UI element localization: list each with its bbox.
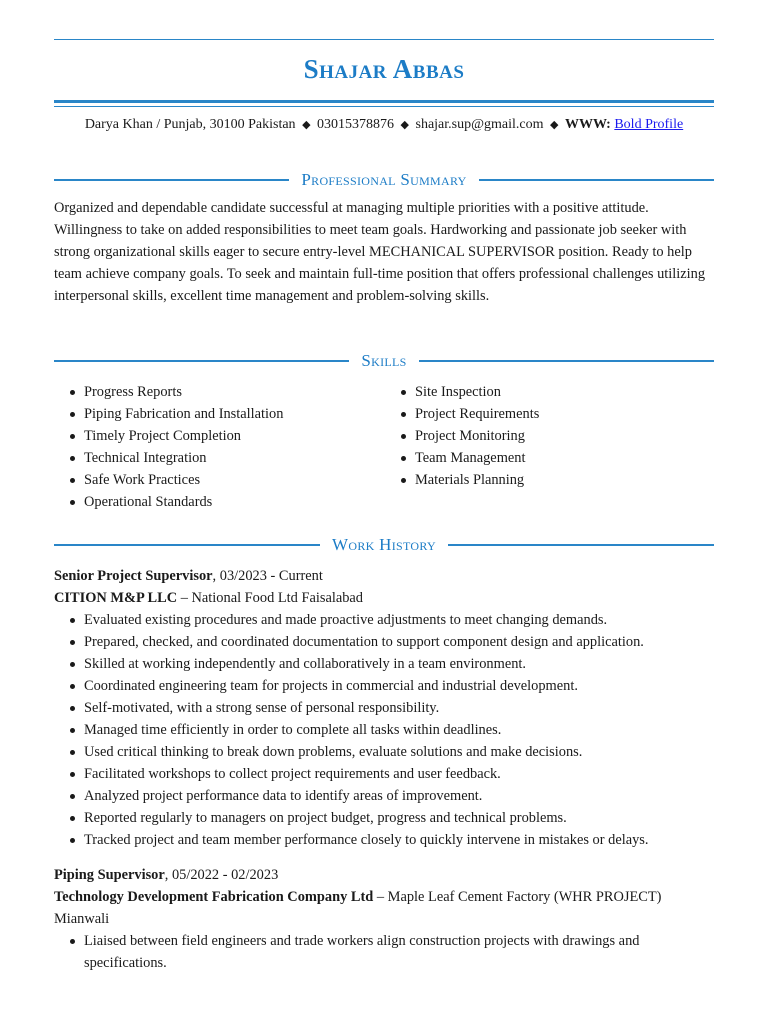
skill-item: Operational Standards <box>54 491 283 513</box>
job-title: Senior Project Supervisor <box>54 568 213 584</box>
contact-line <box>54 117 714 133</box>
heading-rule-right <box>479 179 714 181</box>
work-history-heading <box>54 535 714 555</box>
skills-column-2 <box>385 381 539 491</box>
job-bullets <box>54 609 714 851</box>
job-dates: , 03/2023 - Current <box>212 568 323 584</box>
job-company-line <box>54 587 714 609</box>
job-bullet: Managed time efficiently in order to complete all tasks within deadlines. <box>54 719 714 741</box>
work-history-heading-title: Work History <box>332 535 436 554</box>
heading-rule-left <box>54 360 349 362</box>
summary-text: Organized and dependable candidate successful at managing multiple priorities with a positive attitude. Willingness to take on added responsibilities to meet team goals. Hardworking and passionate job seeker with strong organizational skills eager to secure entry-level MECHANICAL SUPERVISOR position. Ready to help team achieve company goals. To seek and maintain full-time position that offers professional challenges utilizing interpersonal skills, excellent time management and problem-solving skills. <box>54 200 706 304</box>
diamond-separator-icon: ◆ <box>549 119 559 131</box>
job-bullet: Skilled at working independently and collaboratively in a team environment. <box>54 653 714 675</box>
job-title: Piping Supervisor <box>54 867 165 883</box>
skill-item: Progress Reports <box>54 381 283 403</box>
job-bullet: Reported regularly to managers on project budget, progress and technical problems. <box>54 807 714 829</box>
heading-rule-left <box>54 544 320 546</box>
job-bullet: Prepared, checked, and coordinated documentation to support component design and application. <box>54 631 714 653</box>
skill-item: Piping Fabrication and Installation <box>54 403 283 425</box>
job-entry-1 <box>54 565 714 851</box>
top-rule <box>54 39 714 40</box>
contact-www-label: WWW: <box>564 117 611 132</box>
summary-heading-title: Professional Summary <box>301 170 467 189</box>
job-bullet: Liaised between field engineers and trade workers align construction projects with drawings and specifications. <box>54 930 714 974</box>
bold-profile-link[interactable]: Bold Profile <box>614 117 684 132</box>
skills-heading <box>54 351 714 371</box>
diamond-separator-icon: ◆ <box>302 119 311 131</box>
job-company-line <box>54 886 714 930</box>
job-location: – National Food Ltd Faisalabad <box>177 590 363 606</box>
skill-item: Team Management <box>385 447 539 469</box>
skill-item: Technical Integration <box>54 447 283 469</box>
name-underline-thin <box>54 106 714 107</box>
skill-item: Site Inspection <box>385 381 539 403</box>
diamond-separator-icon: ◆ <box>400 119 409 131</box>
contact-phone: 03015378876 <box>317 117 395 132</box>
job-bullet: Facilitated workshops to collect project requirements and user feedback. <box>54 763 714 785</box>
job-bullet: Evaluated existing procedures and made proactive adjustments to meet changing demands. <box>54 609 714 631</box>
job-entry-2 <box>54 864 714 974</box>
job-bullet: Analyzed project performance data to identify areas of improvement. <box>54 785 714 807</box>
name-underline-thick <box>54 100 714 103</box>
job-company: CITION M&P LLC <box>54 590 178 606</box>
skill-item: Project Monitoring <box>385 425 539 447</box>
job-bullet: Coordinated engineering team for projects in commercial and industrial development. <box>54 675 714 697</box>
job-title-line <box>54 864 714 886</box>
heading-rule-right <box>448 544 714 546</box>
heading-rule-right <box>419 360 714 362</box>
job-company: Technology Development Fabrication Company Ltd <box>54 889 374 905</box>
summary-heading <box>54 170 714 190</box>
job-bullets <box>54 930 714 974</box>
contact-address: Darya Khan / Punjab, 30100 Pakistan <box>84 117 296 132</box>
job-dates: , 05/2022 - 02/2023 <box>164 867 279 883</box>
skill-item: Materials Planning <box>385 469 539 491</box>
job-bullet: Used critical thinking to break down problems, evaluate solutions and make decisions. <box>54 741 714 763</box>
candidate-name: Shajar Abbas <box>303 54 465 84</box>
skill-item: Project Requirements <box>385 403 539 425</box>
skills-heading-title: Skills <box>361 351 407 370</box>
job-title-line <box>54 565 714 587</box>
job-bullet: Tracked project and team member performance closely to quickly intervene in mistakes or delays. <box>54 829 714 851</box>
heading-rule-left <box>54 179 289 181</box>
skills-column-1 <box>54 381 283 513</box>
job-bullet: Self-motivated, with a strong sense of personal responsibility. <box>54 697 714 719</box>
contact-email: shajar.sup@gmail.com <box>415 117 544 132</box>
skill-item: Timely Project Completion <box>54 425 283 447</box>
skill-item: Safe Work Practices <box>54 469 283 491</box>
job-location: – Maple Leaf Cement Factory (WHR PROJECT) Mianwali <box>54 889 662 927</box>
